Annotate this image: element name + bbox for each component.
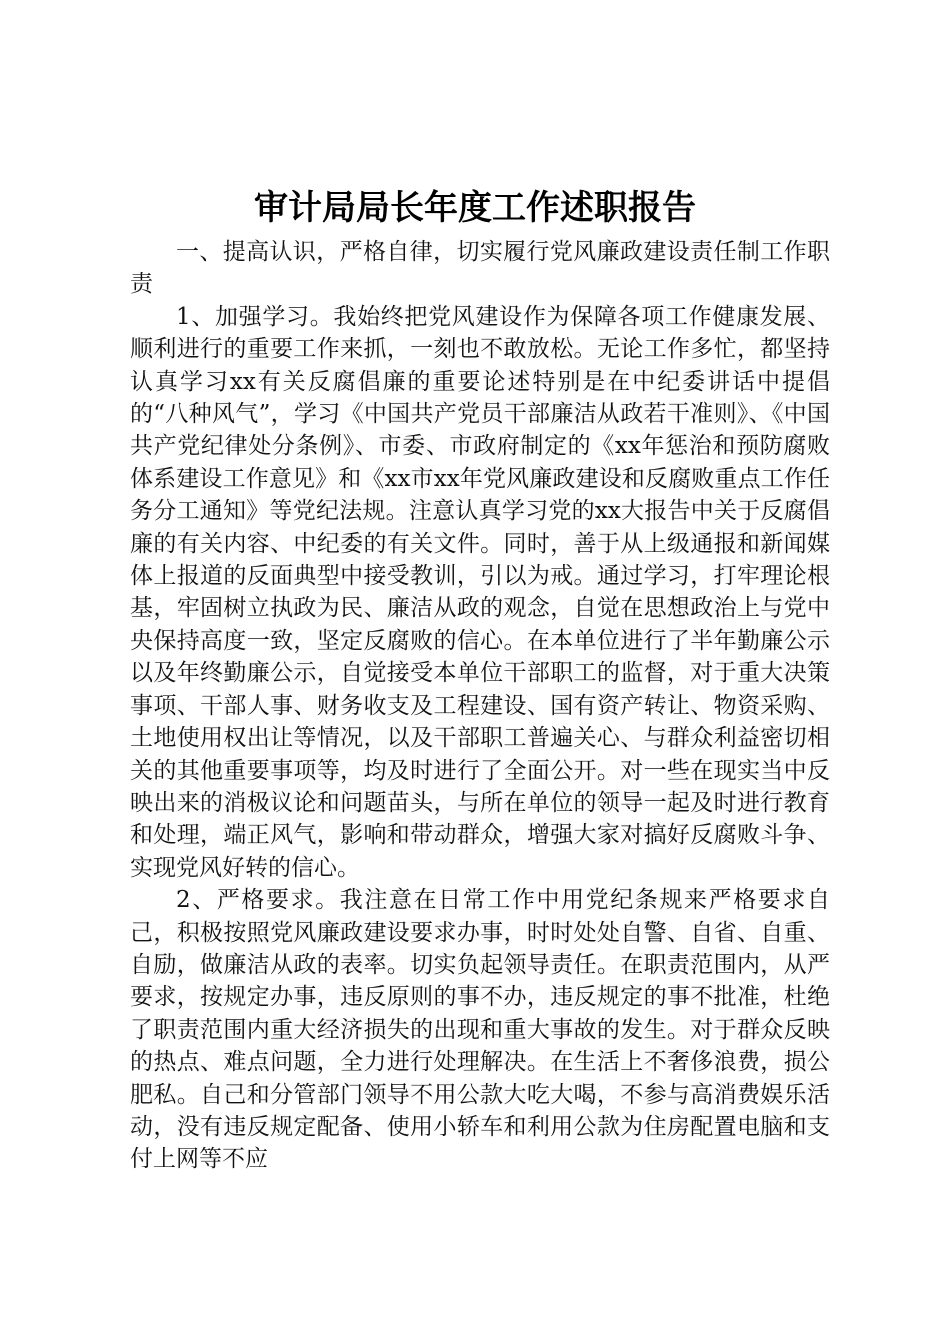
body-paragraph: 1、加强学习。我始终把党风建设作为保障各项工作健康发展、顺利进行的重要工作来抓，一刻也不敢放松。无论工作多忙，都坚持认真学习xx有关反腐倡廉的重要论述特别是在中纪委讲话中提倡的“八种风气”，学习《中国共产党员干部廉洁从政若干准则》、《中国共产党纪律处分条例》、市委、市政府制定的《xx年惩治和预防腐败体系建设工作意见》和《xx市xx年党风廉政建设和反腐败重点工作任务分工通知》等党纪法规。注意认真学习党的xx大报告中关于反腐倡廉的有关内容、中纪委的有关文件。同时，善于从上级通报和新闻媒体上报道的反面典型中接受教训，引以为戒。通过学习，打牢理论根基，牢固树立执政为民、廉洁从政的观念，自觉在思想政治上与党中央保持高度一致，坚定反腐败的信心。在本单位进行了半年勤廉公示以及年终勤廉公示，自觉接受本单位干部职工的监督，对于重大决策事项、干部人事、财务收支及工程建设、国有资产转让、物资采购、土地使用权出让等情况，以及干部职工普遍关心、与群众利益密切相关的其他重要事项等，均及时进行了全面公开。对一些在现实当中反映出来的消极议论和问题苗头，与所在单位的领导一起及时进行教育和处理，端正风气，影响和带动群众，增强大家对搞好反腐败斗争、实现党风好转的信心。 xyxy=(130,303,830,881)
body-paragraph: 2、严格要求。我注意在日常工作中用党纪条规来严格要求自己，积极按照党风廉政建设要求办事，时时处处自警、自省、自重、自励，做廉洁从政的表率。切实负起领导责任。在职责范围内，从严要求，按规定办事，违反原则的事不办，违反规定的事不批准，杜绝了职责范围内重大经济损失的出现和重大事故的发生。对于群众反映的热点、难点问题，全力进行处理解决。在生活上不奢侈浪费，损公肥私。自己和分管部门领导不用公款大吃大喝，不参与高消费娱乐活动，没有违反规定配备、使用小轿车和利用公款为住房配置电脑和支付上网等不应 xyxy=(130,887,830,1173)
document-title: 审计局局长年度工作述职报告 xyxy=(254,188,696,228)
section-heading: 一、提高认识，严格自律，切实履行党风廉政建设责任制工作职责 xyxy=(130,239,830,298)
document-body xyxy=(130,236,830,1176)
